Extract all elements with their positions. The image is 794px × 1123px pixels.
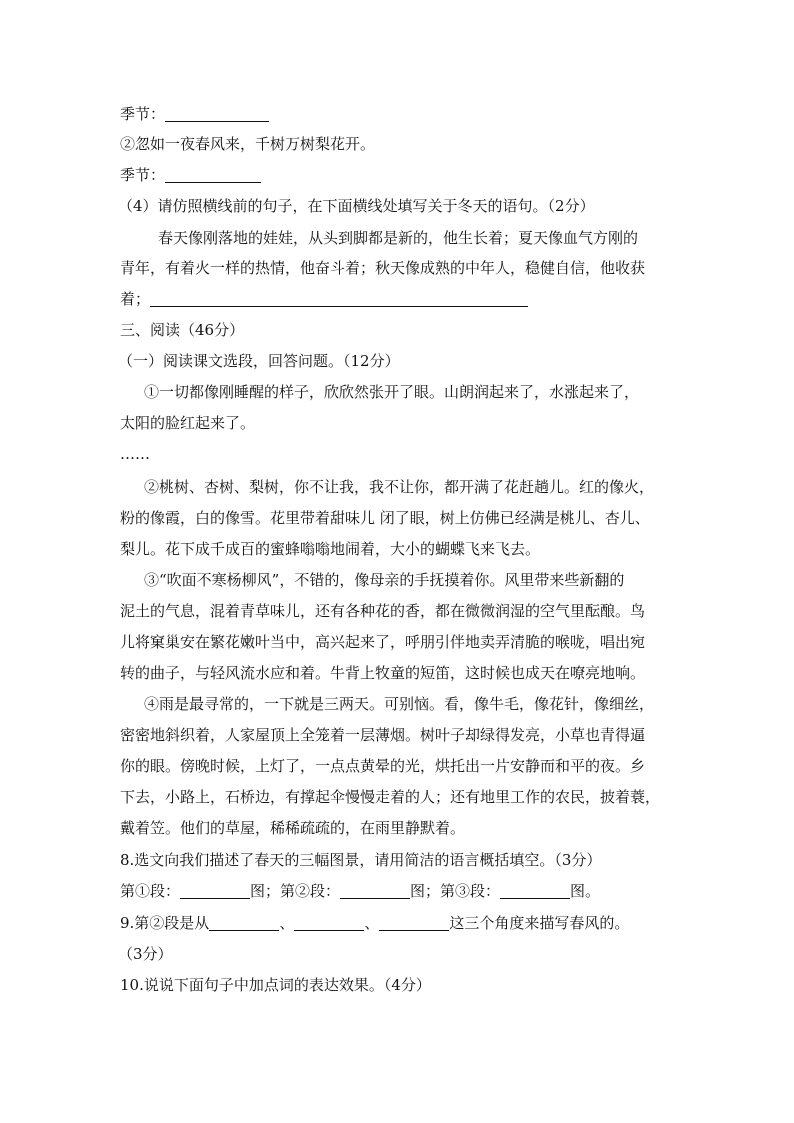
subsection-heading: （一）阅读课文选段，回答问题。（12分）	[118, 352, 400, 370]
answer-blank[interactable]	[500, 882, 570, 899]
passage-line: 密密地斜织着，人家屋顶上全笼着一层薄烟。树叶子却绿得发亮，小草也青得逼	[120, 726, 646, 744]
passage-line: ③“吹面不寒杨柳风”，不错的，像母亲的手抚摸着你。风里带来些新翻的	[144, 571, 625, 589]
section-heading: 三、阅读（46分）	[120, 321, 245, 339]
answer-blank[interactable]	[180, 882, 250, 899]
passage-line: 转的曲子，与轻风流水应和着。牛背上牧童的短笛，这时候也成天在嘹亮地响。	[120, 664, 646, 682]
paragraph-answer-line	[120, 289, 528, 309]
paragraph-line: 青年，有着火一样的热情，他奋斗着；秋天像成熟的中年人，稳健自信，他收获	[120, 259, 646, 277]
question-9	[120, 913, 629, 933]
passage-line: 戴着笠。他们的草屋，稀稀疏疏的，在雨里静默着。	[120, 819, 466, 837]
answer-label: 图；第②段：	[250, 882, 341, 900]
answer-label: 第①段：	[120, 882, 181, 900]
paragraph-line: 春天像刚落地的娃娃，从头到脚都是新的，他生长着；夏天像血气方刚的	[158, 229, 639, 247]
season-label: 季节：	[120, 105, 166, 123]
paragraph-text: 着；	[120, 290, 151, 308]
ellipsis: ……	[120, 445, 150, 463]
question-text: 9.第②段是从	[120, 914, 210, 932]
answer-blank[interactable]	[209, 914, 279, 931]
passage-line: ②桃树、杏树、梨树，你不让我，我不让你，都开满了花赶趟儿。红的像火，	[144, 478, 655, 496]
answer-blank[interactable]	[165, 105, 269, 122]
answer-label: 图。	[570, 882, 601, 900]
passage-line: ④雨是最寻常的，一下就是三两天。可别恼。看，像牛毛，像花针，像细丝，	[144, 695, 655, 713]
question-10: 10.说说下面句子中加点词的表达效果。（4分）	[120, 976, 431, 994]
question-text: 、	[364, 914, 380, 932]
passage-line: 粉的像霞，白的像雪。花里带着甜味儿 闭了眼，树上仿佛已经满是桃儿、杏儿、	[120, 509, 650, 527]
answer-blank[interactable]	[379, 914, 449, 931]
passage-line: 下去，小路上，石桥边，有撑起伞慢慢走着的人；还有地里工作的农民，披着蓑，	[120, 788, 661, 806]
answer-label: 图；第③段：	[410, 882, 501, 900]
passage-line: 儿将窠巢安在繁花嫩叶当中，高兴起来了，呼朋引伴地卖弄清脆的喉咙，唱出宛	[120, 633, 646, 651]
question-9-points: （3分）	[118, 945, 173, 963]
season-answer-line-1	[120, 104, 269, 124]
passage-line: ①一切都像刚睡醒的样子，欣欣然张开了眼。山朗润起来了，水涨起来了，	[144, 383, 640, 401]
question-8-answers	[120, 881, 600, 901]
question-4: （4）请仿照横线前的句子，在下面横线处填写关于冬天的语句。（2分）	[118, 197, 595, 215]
poem-line: ②忽如一夜春风来，千树万树梨花开。	[120, 135, 376, 153]
answer-blank[interactable]	[150, 290, 528, 307]
answer-blank[interactable]	[294, 914, 364, 931]
question-text: 、	[279, 914, 295, 932]
question-8: 8.选文向我们描述了春天的三幅图景，请用简洁的语言概括填空。（3分）	[120, 851, 602, 869]
passage-line: 泥土的气息，混着青草味儿，还有各种花的香，都在微微润湿的空气里酝酿。鸟	[120, 602, 646, 620]
question-text: 这三个角度来描写春风的。	[449, 914, 630, 932]
answer-blank[interactable]	[340, 882, 410, 899]
passage-line: 梨儿。花下成千成百的蜜蜂嗡嗡地闹着，大小的蝴蝶飞来飞去。	[120, 540, 541, 558]
season-answer-line-2	[120, 165, 261, 185]
season-label: 季节：	[120, 166, 166, 184]
passage-line: 你的眼。傍晚时候，上灯了，一点点黄晕的光，烘托出一片安静而和平的夜。乡	[120, 757, 646, 775]
passage-line: 太阳的脸红起来了。	[120, 414, 256, 432]
answer-blank[interactable]	[165, 166, 261, 183]
